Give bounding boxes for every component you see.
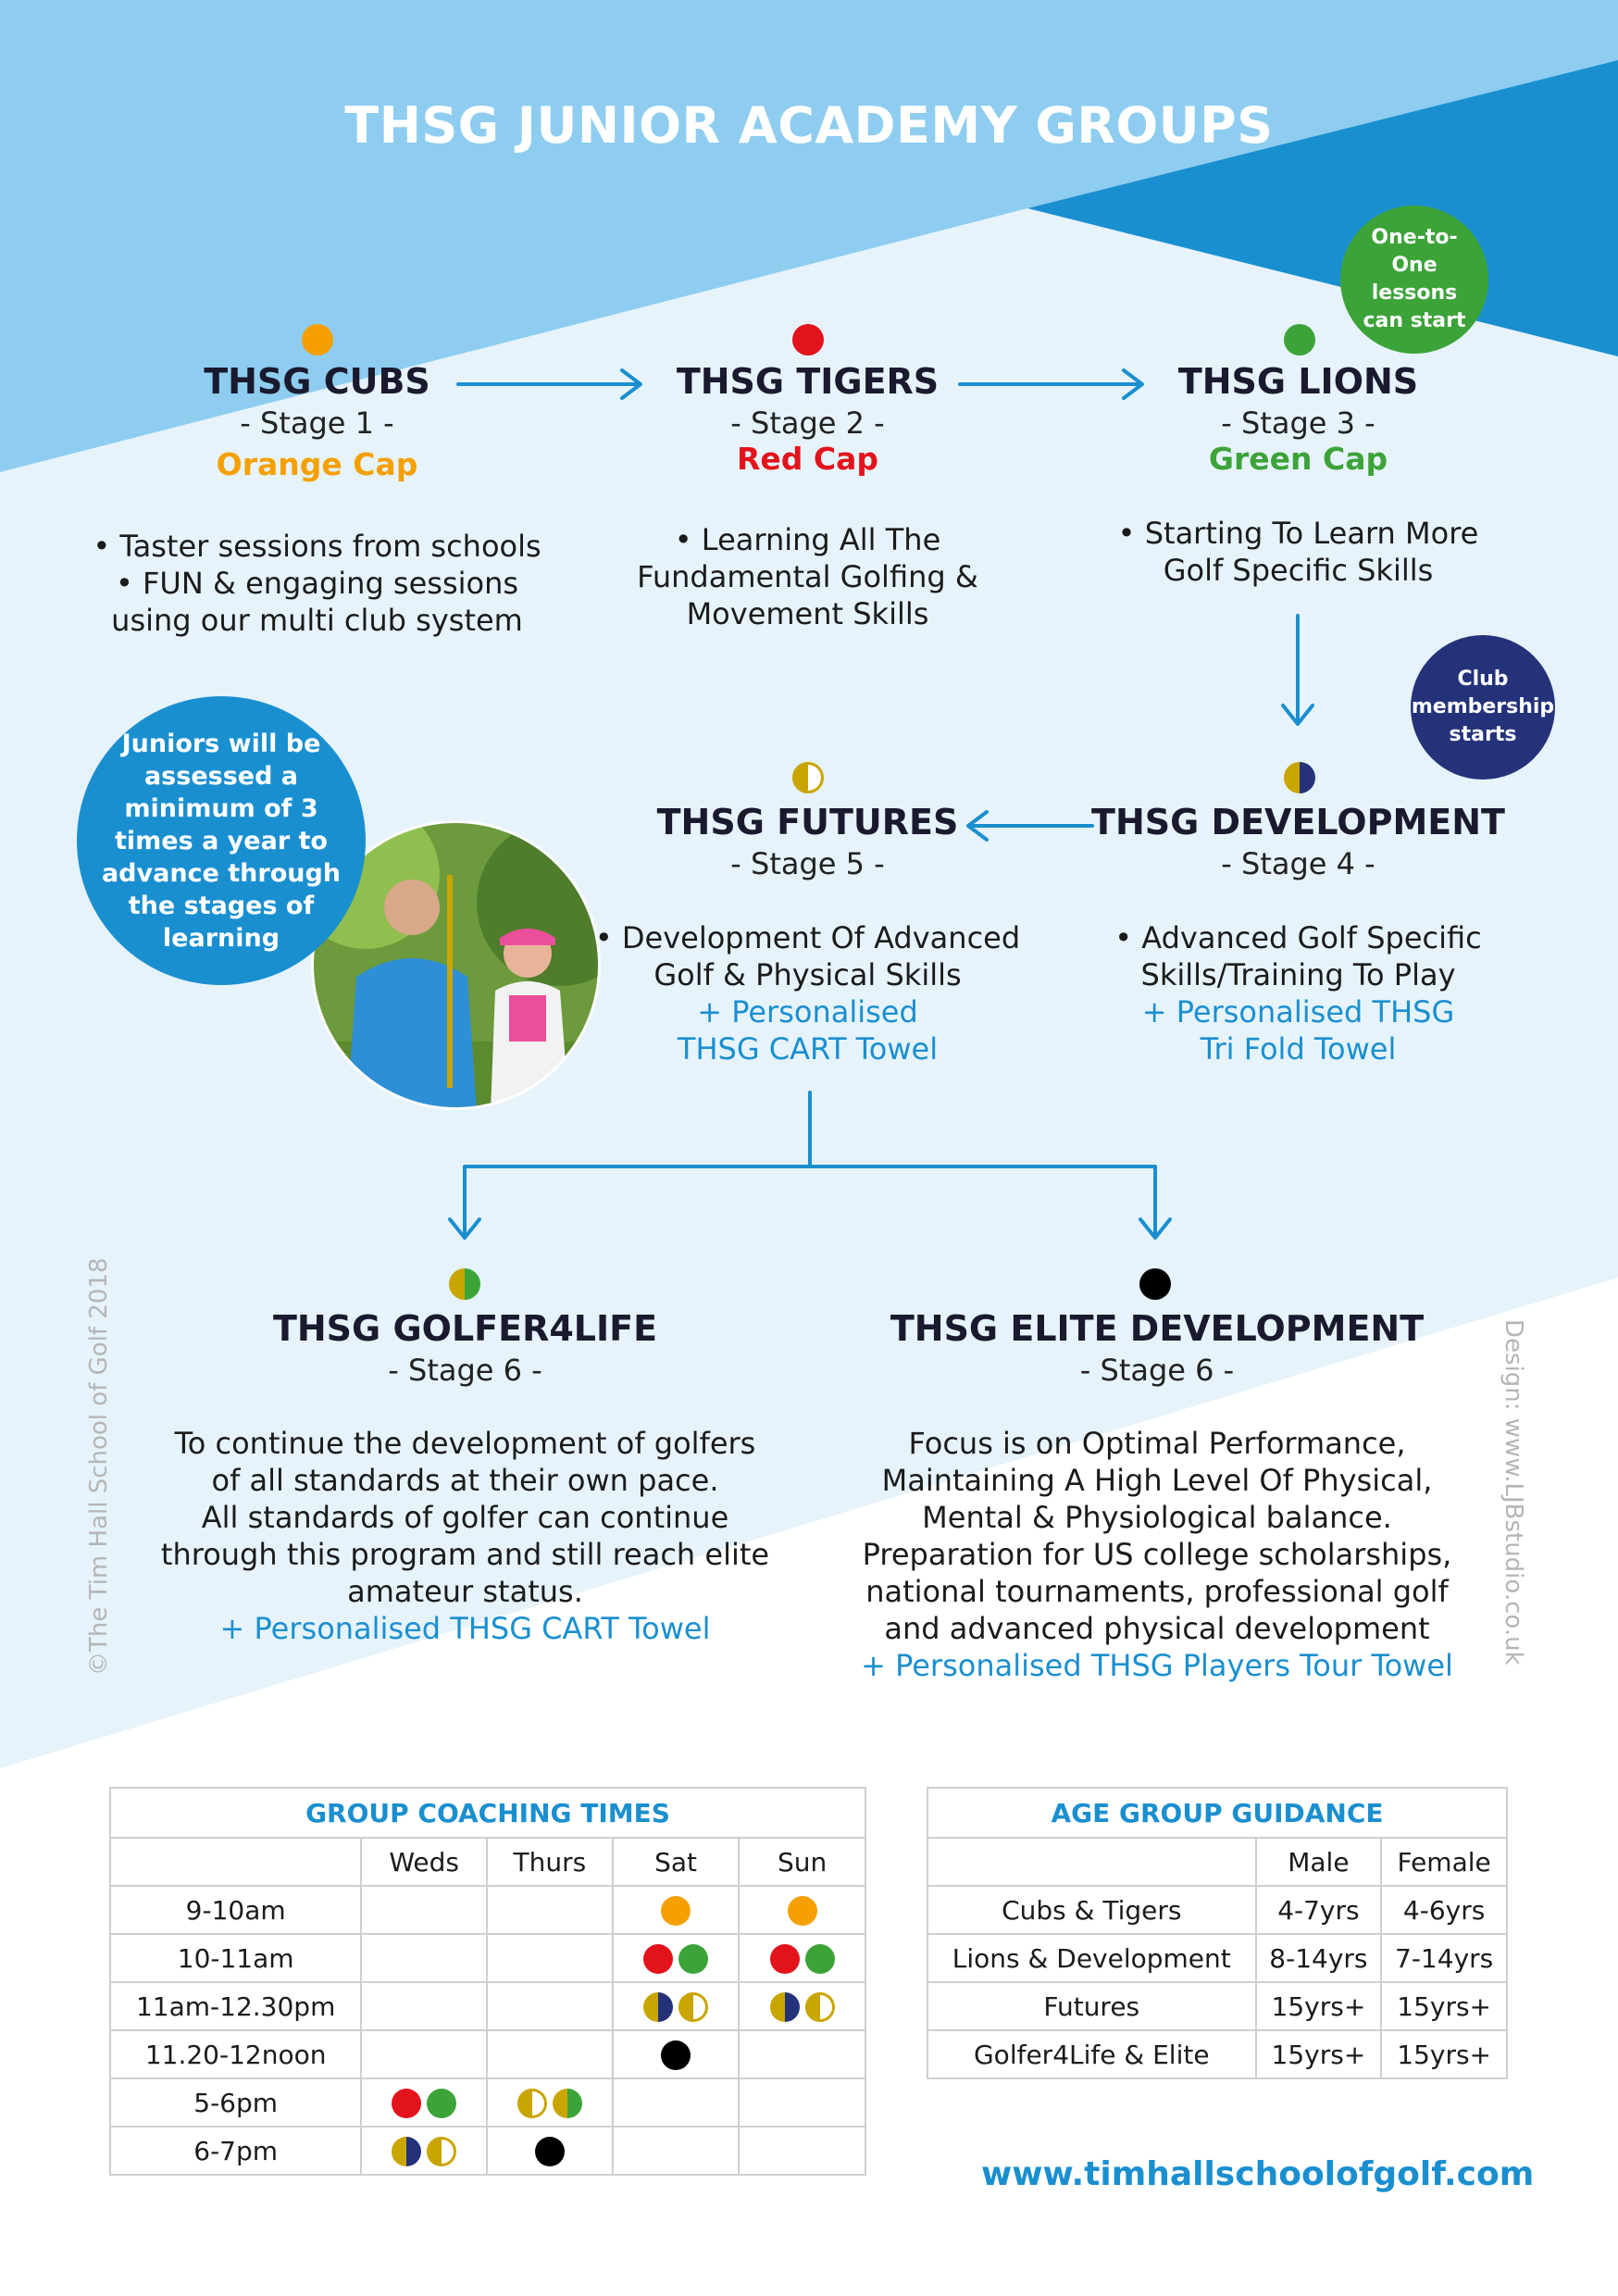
- elite-dot: [661, 2040, 691, 2070]
- lions-dot: [805, 1944, 835, 1974]
- female-age-cell: 15yrs+: [1381, 2030, 1507, 2078]
- golfer4life-stage: - Stage 6 -: [388, 1353, 542, 1388]
- session-cell: [613, 2030, 740, 2078]
- copyright-text: ©The Tim Hall School of Golf 2018: [85, 1257, 113, 1676]
- cubs-dot: [661, 1896, 691, 1926]
- age-guidance-table: [927, 1787, 1508, 2079]
- cubs-name: THSG CUBS: [204, 361, 430, 402]
- tigers-cap: Red Cap: [736, 441, 878, 477]
- cubs-description: [74, 528, 560, 639]
- assessment-bubble: [77, 696, 366, 985]
- tigers-line: Movement Skills: [686, 596, 929, 631]
- development-extra: Tri Fold Towel: [1200, 1031, 1397, 1067]
- group-tigers: [620, 361, 995, 477]
- golfer4life-line: To continue the development of golfers: [174, 1426, 756, 1461]
- elite-line: Maintaining A High Level Of Physical,: [881, 1463, 1433, 1498]
- session-cell: [487, 1934, 613, 1982]
- development-dot: [392, 2137, 421, 2166]
- time-cell: 9-10am: [110, 1886, 361, 1934]
- time-cell: 11am-12.30pm: [110, 1982, 361, 2030]
- futures-gold-white-dot: [792, 762, 824, 793]
- cubs-stage: - Stage 1 -: [240, 406, 394, 441]
- age-group-cell: Lions & Development: [927, 1934, 1256, 1982]
- age-group-cell: Futures: [927, 1982, 1256, 2030]
- table-row: [927, 1982, 1507, 2030]
- golfer4life-line: of all standards at their own pace.: [211, 1463, 719, 1498]
- tigers-stage: - Stage 2 -: [730, 406, 885, 441]
- futures-line: Golf & Physical Skills: [653, 957, 962, 992]
- age-group-cell: Golfer4Life & Elite: [927, 2030, 1256, 2078]
- lions-line: Golf Specific Skills: [1163, 553, 1434, 588]
- session-cell: [487, 1982, 613, 2030]
- cubs-line: using our multi club system: [111, 603, 523, 638]
- elite-line: and advanced physical development: [884, 1611, 1430, 1646]
- female-header: Female: [1381, 1838, 1507, 1886]
- futures-extra: + Personalised: [697, 994, 918, 1029]
- elite-line: Preparation for US college scholarships,: [862, 1537, 1452, 1572]
- tigers-dot: [770, 1944, 800, 1974]
- cubs-dot: [788, 1896, 817, 1926]
- table-row: [110, 2078, 865, 2127]
- session-cell: [361, 2030, 487, 2078]
- session-cell: [739, 1934, 865, 1982]
- lions-name: THSG LIONS: [1177, 361, 1419, 402]
- session-cell: [361, 1982, 487, 2030]
- time-cell: 5-6pm: [110, 2078, 361, 2127]
- age-group-cell: Cubs & Tigers: [927, 1886, 1256, 1934]
- table-row: [110, 1934, 865, 1982]
- session-cell: [739, 2078, 865, 2127]
- female-age-cell: 7-14yrs: [1381, 1934, 1507, 1982]
- session-cell: [739, 1886, 865, 1934]
- table-row: [110, 2030, 865, 2078]
- development-extra: + Personalised THSG: [1141, 994, 1455, 1029]
- golfer4life-description: [157, 1425, 773, 1647]
- age-guidance-title: AGE GROUP GUIDANCE: [927, 1788, 1507, 1838]
- table-row: [110, 2127, 865, 2175]
- elite-stage: - Stage 6 -: [1079, 1353, 1235, 1388]
- cubs-cap: Orange Cap: [216, 446, 418, 482]
- time-cell: 6-7pm: [110, 2127, 361, 2175]
- tigers-dot: [643, 1944, 673, 1974]
- assessment-text: Juniors will be assessed a minimum of 3 times a year to advance through the stages of learning: [101, 729, 342, 953]
- futures-line: • Development Of Advanced: [594, 920, 1021, 955]
- elite-dot: [535, 2137, 565, 2166]
- elite-line: national tournaments, professional golf: [865, 1574, 1449, 1609]
- session-cell: [739, 2030, 865, 2078]
- table-row: [927, 1886, 1507, 1934]
- coaching-times-table: [109, 1787, 866, 2176]
- session-cell: [613, 1982, 740, 2030]
- coaching-times-title: GROUP COACHING TIMES: [110, 1788, 865, 1838]
- futures-extra: THSG CART Towel: [677, 1031, 939, 1067]
- tigers-red-dot: [792, 324, 824, 356]
- one-to-one-bubble: [1340, 206, 1488, 354]
- elite-black-dot: [1139, 1268, 1171, 1300]
- day-header: Weds: [361, 1838, 487, 1886]
- golfer4life-dot: [553, 2089, 582, 2118]
- session-cell: [613, 2127, 740, 2175]
- male-age-cell: 8-14yrs: [1256, 1934, 1382, 1982]
- tigers-dot: [392, 2089, 421, 2118]
- cubs-line: • Taster sessions from schools: [93, 529, 541, 564]
- website-link[interactable]: www.timhallschoolofgolf.com: [981, 2155, 1535, 2193]
- lions-stage: - Stage 3 -: [1221, 406, 1375, 441]
- golfer4life-name: THSG GOLFER4LIFE: [272, 1308, 658, 1349]
- development-navy-gold-dot: [1284, 762, 1315, 793]
- group-golfer4life: [176, 1308, 754, 1388]
- male-age-cell: 4-7yrs: [1256, 1886, 1382, 1934]
- lions-green-dot: [1284, 324, 1315, 356]
- session-cell: [361, 2127, 487, 2175]
- lions-description: [1064, 515, 1532, 589]
- cubs-line: • FUN & engaging sessions: [115, 566, 519, 601]
- session-cell: [487, 2127, 613, 2175]
- golfer4life-line: through this program and still reach elite: [160, 1537, 770, 1572]
- day-header: Sat: [613, 1838, 740, 1886]
- lions-dot: [427, 2089, 456, 2118]
- table-row: [110, 1886, 865, 1934]
- elite-line: Focus is on Optimal Performance,: [908, 1426, 1406, 1461]
- golfer4life-line: amateur status.: [347, 1574, 583, 1609]
- group-development: [1074, 802, 1523, 881]
- cubs-orange-dot: [302, 324, 333, 356]
- session-cell: [361, 1934, 487, 1982]
- time-cell: 11.20-12noon: [110, 2030, 361, 2078]
- one-to-one-text: One-to-One lessons can start: [1363, 226, 1466, 332]
- male-age-cell: 15yrs+: [1256, 1982, 1382, 2030]
- tigers-line: Fundamental Golfing &: [637, 559, 978, 594]
- futures-dot: [805, 1992, 835, 2022]
- table-row: [110, 1982, 865, 2030]
- group-elite: [865, 1308, 1449, 1388]
- design-credit-text: Design: www.LJBstudio.co.uk: [1500, 1319, 1527, 1666]
- elite-name: THSG ELITE DEVELOPMENT: [890, 1308, 1425, 1349]
- table-row: [927, 1934, 1507, 1982]
- lions-dot: [678, 1944, 708, 1974]
- tigers-line: • Learning All The: [674, 522, 941, 557]
- development-line: • Advanced Golf Specific: [1114, 920, 1482, 955]
- development-name: THSG DEVELOPMENT: [1091, 802, 1505, 842]
- empty-header-cell: [110, 1838, 361, 1886]
- elite-line: Mental & Physiological balance.: [922, 1500, 1392, 1535]
- group-cubs: [130, 361, 504, 482]
- arrow-futures-split: [450, 1092, 1170, 1238]
- session-cell: [613, 2078, 740, 2127]
- day-header: Thurs: [487, 1838, 613, 1886]
- elite-extra: + Personalised THSG Players Tour Towel: [861, 1648, 1453, 1683]
- session-cell: [487, 2078, 613, 2127]
- development-dot: [770, 1992, 800, 2022]
- elite-description: [847, 1425, 1467, 1684]
- development-stage: - Stage 4 -: [1221, 846, 1375, 881]
- development-dot: [643, 1992, 673, 2022]
- session-cell: [613, 1934, 740, 1982]
- session-cell: [361, 2078, 487, 2127]
- arrow-lions-to-development: [1283, 616, 1313, 724]
- male-age-cell: 15yrs+: [1256, 2030, 1382, 2078]
- empty-header-cell: [927, 1838, 1256, 1886]
- time-cell: 10-11am: [110, 1934, 361, 1982]
- futures-description: [574, 919, 1041, 1067]
- session-cell: [487, 1886, 613, 1934]
- session-cell: [739, 2127, 865, 2175]
- lions-line: • Starting To Learn More: [1117, 516, 1479, 551]
- golfer4life-gold-green-dot: [449, 1268, 480, 1300]
- group-lions: [1111, 361, 1486, 477]
- day-header: Sun: [739, 1838, 865, 1886]
- session-cell: [361, 1886, 487, 1934]
- club-membership-bubble: [1411, 635, 1555, 780]
- futures-name: THSG FUTURES: [656, 802, 959, 842]
- club-membership-text: Club membership starts: [1411, 668, 1555, 746]
- futures-dot: [517, 2089, 547, 2118]
- group-futures: [620, 802, 995, 881]
- golfer4life-line: All standards of golfer can continue: [201, 1500, 729, 1535]
- female-age-cell: 15yrs+: [1381, 1982, 1507, 2030]
- session-cell: [739, 1982, 865, 2030]
- table-row: [927, 2030, 1507, 2078]
- male-header: Male: [1256, 1838, 1382, 1886]
- futures-dot: [678, 1992, 708, 2022]
- tigers-description: [574, 521, 1041, 632]
- tigers-name: THSG TIGERS: [676, 361, 940, 402]
- session-cell: [487, 2030, 613, 2078]
- session-cell: [613, 1886, 740, 1934]
- development-description: [1064, 919, 1532, 1067]
- page-title: THSG JUNIOR ACADEMY GROUPS: [344, 96, 1274, 155]
- golfer4life-extra: + Personalised THSG CART Towel: [219, 1611, 711, 1646]
- futures-stage: - Stage 5 -: [730, 846, 885, 881]
- female-age-cell: 4-6yrs: [1381, 1886, 1507, 1934]
- futures-dot: [427, 2137, 456, 2166]
- development-line: Skills/Training To Play: [1140, 957, 1456, 992]
- lions-cap: Green Cap: [1208, 441, 1388, 477]
